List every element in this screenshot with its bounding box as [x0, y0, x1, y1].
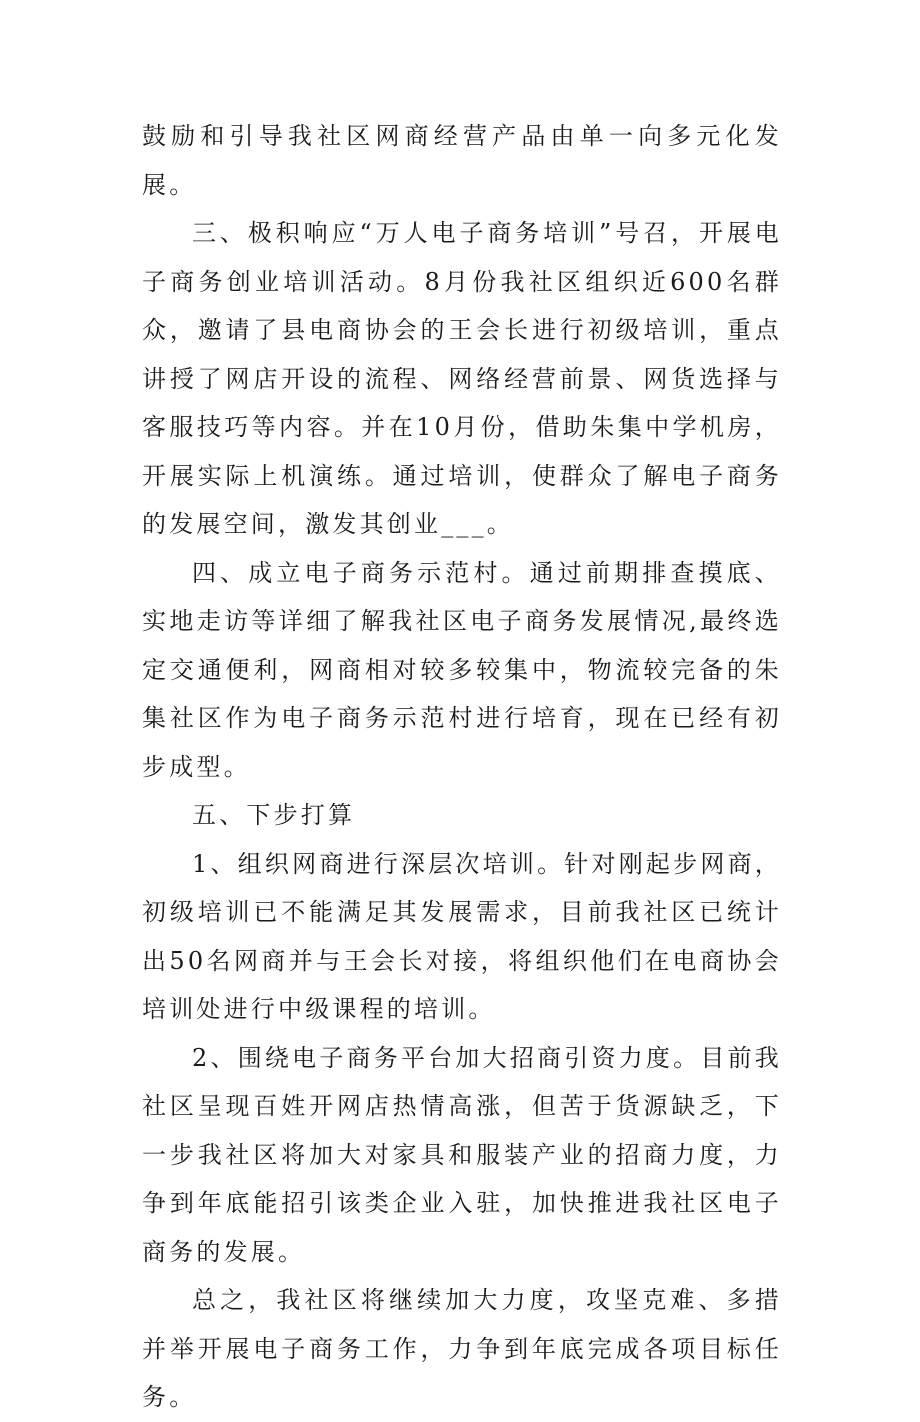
- section-heading-next-steps: 五、下步打算: [192, 801, 356, 829]
- paragraph-continuation: 鼓励和引导我社区网商经营产品由单一向多元化发展。: [142, 122, 782, 199]
- paragraph-deep-training: 1、组织网商进行深层次培训。针对刚起步网商，初级培训已不能满足其发展需求，目前我社区已统计出50名网商并与王会长对接，将组织他们在电商协会培训处进行中级课程的培训。: [142, 849, 782, 1023]
- paragraph-training-activity: 三、极积响应“万人电子商务培训”号召，开展电子商务创业培训活动。8月份我社区组织近600名群众，邀请了县电商协会的王会长进行初级培训，重点讲授了网店开设的流程、网络经营前景、网货选择与客服技巧等内容。并在10月份，借助朱集中学机房，开展实际上机演练。通过培训，使群众了解电子商务的发展空间，激发其创业___。: [142, 219, 782, 538]
- paragraph-conclusion: 总之，我社区将继续加大力度，攻坚克难、多措并举开展电子商务工作，力争到年底完成各项目标任务。: [142, 1286, 782, 1411]
- document-body: [142, 112, 782, 1422]
- paragraph-demonstration-village: 四、成立电子商务示范村。通过前期排查摸底、实地走访等详细了解我社区电子商务发展情况,最终选定交通便利，网商相对较多较集中，物流较完备的朱集社区作为电子商务示范村进行培育，现在已经有初步成型。: [142, 558, 782, 781]
- paragraph-investment: 2、围绕电子商务平台加大招商引资力度。目前我社区呈现百姓开网店热情高涨，但苦于货源缺乏，下一步我社区将加大对家具和服装产业的招商力度，力争到年底能招引该类企业入驻，加快推进我社区电子商务的发展。: [142, 1043, 782, 1266]
